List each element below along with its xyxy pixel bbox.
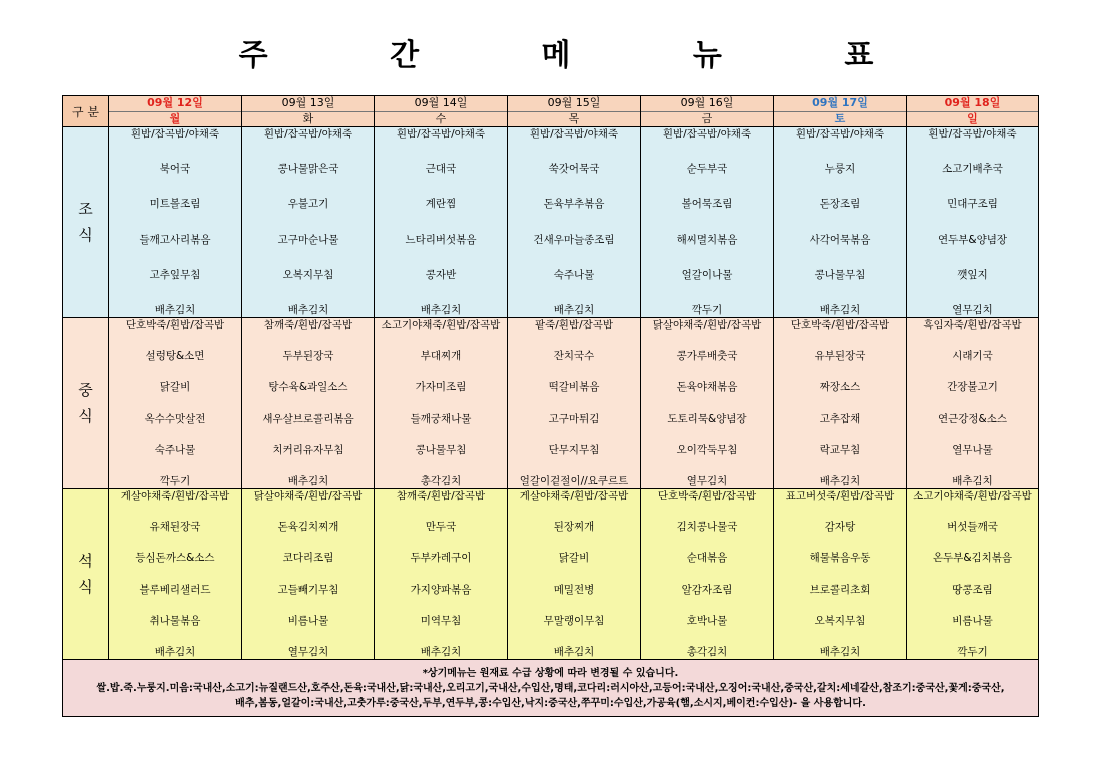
menu-item: 시래기국: [952, 350, 993, 363]
header-row: [63, 96, 1039, 127]
menu-cell: [508, 318, 641, 489]
menu-item: 김치콩나물국: [676, 521, 738, 534]
menu-item: 배추김치: [553, 303, 595, 316]
menu-item: 얼갈이나물: [681, 268, 733, 281]
menu-item: 오복지무침: [282, 268, 334, 281]
menu-item: 취나물볶음: [149, 614, 201, 627]
menu-item: 버섯들깨국: [947, 521, 998, 534]
menu-cell: [242, 127, 375, 318]
menu-item: 락교무침: [819, 443, 861, 456]
day-header: [641, 96, 774, 127]
menu-item: 비름나물: [287, 614, 329, 627]
menu-item: 깍두기: [691, 303, 723, 316]
menu-item: 우불고기: [287, 198, 329, 211]
dinner-label: [63, 489, 109, 660]
menu-item: 배추김치: [553, 645, 595, 658]
weekly-menu-table: [62, 95, 1039, 717]
menu-item: 누룽지: [824, 163, 856, 176]
menu-item: 감자탕: [824, 521, 856, 534]
lunch-label: [63, 318, 109, 489]
menu-item: 배추김치: [819, 303, 861, 316]
menu-item: 단호박죽/흰밥/잡곡밥: [790, 319, 890, 331]
menu-item: 땅콩조림: [952, 583, 993, 596]
menu-item: 배추김치: [819, 474, 861, 487]
section-label-top: 조: [78, 200, 93, 218]
lunch-row: [63, 318, 1039, 489]
menu-item: 계란찜: [425, 198, 457, 211]
menu-cell: [508, 489, 641, 660]
menu-item: 소고기야채죽/흰밥/잡곡밥: [381, 319, 501, 331]
menu-item: 해씨멸치볶음: [676, 233, 738, 246]
menu-item: 잔치국수: [553, 350, 595, 363]
dinner-row: [63, 489, 1039, 660]
menu-item: 연두부&양념장: [937, 233, 1008, 246]
menu-item: 두부된장국: [282, 350, 334, 363]
menu-item: 열무김치: [686, 474, 728, 487]
day-weekday: 일: [967, 112, 978, 125]
menu-cell: [907, 127, 1039, 318]
menu-item: 새우살브로콜리볶음: [262, 412, 354, 425]
footer-row: [63, 660, 1039, 717]
menu-item: 등심돈까스&소스: [135, 552, 215, 565]
menu-item: 배추김치: [287, 303, 329, 316]
menu-item: 브로콜리초회: [809, 583, 871, 596]
menu-item: 단무지무침: [548, 443, 600, 456]
menu-item: 숙주나물: [553, 268, 595, 281]
menu-cell: [109, 318, 242, 489]
day-header: [907, 96, 1039, 127]
day-header: [774, 96, 907, 127]
menu-item: 간장불고기: [947, 381, 998, 394]
menu-item: 두부카레구이: [410, 552, 472, 565]
menu-item: 배추김치: [819, 645, 861, 658]
menu-cell: [375, 127, 508, 318]
breakfast-label: [63, 127, 109, 318]
menu-cell: [641, 127, 774, 318]
menu-item: 오이깍둑무침: [676, 443, 738, 456]
menu-item: 콩가루배춧국: [676, 350, 738, 363]
menu-item: 배추김치: [420, 303, 462, 316]
day-date: 09월 16일: [641, 96, 773, 112]
menu-item: 콩나물무침: [814, 268, 866, 281]
menu-item: 돈장조림: [819, 198, 861, 211]
menu-item: 들깨고사리볶음: [139, 233, 211, 246]
menu-item: 짜장소스: [819, 381, 861, 394]
menu-item: 코다리조림: [282, 552, 334, 565]
menu-item: 깍두기: [159, 474, 191, 487]
menu-item: 북어국: [159, 163, 191, 176]
menu-item: 느타리버섯볶음: [405, 233, 477, 246]
menu-item: 닭살야채죽/흰밥/잡곡밥: [652, 319, 762, 331]
header-label: 구 분: [63, 96, 109, 127]
menu-item: 무말랭이무침: [543, 614, 605, 627]
breakfast-row: [63, 127, 1039, 318]
menu-item: 콩나물무침: [415, 443, 467, 456]
menu-item: 단호박죽/흰밥/잡곡밥: [657, 490, 757, 502]
menu-item: 탕수육&과일소스: [268, 381, 348, 394]
menu-item: 흑임자죽/흰밥/잡곡밥: [923, 319, 1022, 331]
menu-item: 사각어묵볶음: [809, 233, 871, 246]
menu-item: 설렁탕&소면: [145, 350, 205, 363]
menu-item: 고추잎무침: [149, 268, 201, 281]
menu-item: 볼어묵조림: [681, 198, 733, 211]
menu-item: 미트볼조림: [149, 198, 201, 211]
menu-cell: [774, 318, 907, 489]
menu-item: 닭살야채죽/흰밥/잡곡밥: [253, 490, 363, 502]
day-date: 09월 15일: [508, 96, 640, 112]
footer-line-2: 쌀.밥.죽.누룽지.미음:국내산,소고기:뉴질랜드산,호주산,돈육:국내산,닭:국내산,오리고기,국내산,수입산,명태,코다리:러시아산,고등어:국내산,오징어:국내산,중국산,갈치:세네갈산,참조기:중국산,꽃게:중국산,: [96, 682, 1005, 694]
menu-item: 돈육부추볶음: [543, 198, 605, 211]
menu-item: 연근강정&소스: [937, 412, 1008, 425]
menu-item: 흰밥/잡곡밥/야채죽: [529, 128, 619, 140]
menu-item: 흰밥/잡곡밥/야채죽: [263, 128, 353, 140]
menu-item: 돈육김치찌개: [277, 521, 339, 534]
menu-cell: [641, 318, 774, 489]
page-title: 주 간 메 뉴 표: [238, 38, 930, 73]
menu-item: 배추김치: [154, 303, 196, 316]
menu-item: 가지양파볶음: [410, 583, 472, 596]
menu-cell: [508, 127, 641, 318]
menu-item: 비름나물: [952, 614, 993, 627]
menu-item: 팥죽/흰밥/잡곡밥: [534, 319, 614, 331]
menu-item: 소고기야채죽/흰밥/잡곡밥: [913, 490, 1032, 502]
menu-item: 만두국: [425, 521, 457, 534]
day-weekday: 금: [701, 112, 713, 125]
menu-item: 총각김치: [420, 474, 462, 487]
day-date: 09월 17일: [774, 96, 906, 112]
menu-cell: [641, 489, 774, 660]
section-label-bottom: 식: [78, 226, 93, 244]
menu-item: 부대찌개: [420, 350, 462, 363]
menu-item: 고구마순나물: [277, 233, 339, 246]
section-label-bottom: 식: [78, 407, 93, 425]
footer-note: [63, 660, 1039, 717]
menu-item: 건새우마늘종조림: [533, 233, 615, 246]
menu-cell: [109, 489, 242, 660]
menu-item: 고들빼기무침: [277, 583, 339, 596]
menu-item: 닭갈비: [558, 552, 590, 565]
day-header: [109, 96, 242, 127]
menu-item: 숙주나물: [154, 443, 196, 456]
day-date: 09월 18일: [907, 96, 1038, 112]
day-date: 09월 14일: [375, 96, 507, 112]
menu-item: 단호박죽/흰밥/잡곡밥: [125, 319, 225, 331]
menu-item: 얼갈이겉절이//요쿠르트: [519, 474, 629, 487]
menu-item: 참깨죽/흰밥/잡곡밥: [396, 490, 486, 502]
menu-item: 콩자반: [425, 268, 457, 281]
menu-item: 배추김치: [420, 645, 462, 658]
menu-item: 흰밥/잡곡밥/야채죽: [795, 128, 885, 140]
menu-item: 총각김치: [686, 645, 728, 658]
menu-item: 떡갈비볶음: [548, 381, 600, 394]
menu-item: 소고기배추국: [942, 163, 1003, 176]
menu-item: 열무김치: [287, 645, 329, 658]
menu-cell: [375, 318, 508, 489]
menu-cell: [375, 489, 508, 660]
day-header: [242, 96, 375, 127]
menu-item: 근대국: [425, 163, 457, 176]
menu-item: 배추김치: [154, 645, 196, 658]
menu-cell: [242, 318, 375, 489]
day-weekday: 월: [169, 112, 181, 125]
menu-item: 들깨궁채나물: [410, 412, 472, 425]
footer-line-3: 배추,봄동,얼갈이:국내산,고춧가루:중국산,두부,연두부,콩:수입산,낙지:중국산,쭈꾸미:수입산,가공육(햄,소시지,베이컨:수입산)- 을 사용합니다.: [235, 697, 866, 709]
footer-line-1: *상기메뉴는 원재료 수급 상황에 따라 변경될 수 있습니다.: [422, 667, 679, 679]
menu-item: 게살야채죽/흰밥/잡곡밥: [120, 490, 230, 502]
menu-cell: [774, 489, 907, 660]
menu-item: 쑥갓어묵국: [548, 163, 600, 176]
menu-item: 미역무침: [420, 614, 462, 627]
menu-item: 흰밥/잡곡밥/야채죽: [396, 128, 486, 140]
menu-item: 고구마튀김: [548, 412, 600, 425]
menu-item: 순대볶음: [686, 552, 728, 565]
menu-item: 해물볶음우동: [809, 552, 871, 565]
day-header: [508, 96, 641, 127]
menu-item: 흰밥/잡곡밥/야채죽: [662, 128, 752, 140]
section-label-top: 석: [78, 552, 93, 570]
menu-item: 메밀전병: [553, 583, 595, 596]
menu-item: 블루베리샐러드: [139, 583, 211, 596]
menu-item: 돈육야채볶음: [676, 381, 738, 394]
menu-item: 순두부국: [686, 163, 728, 176]
section-label-top: 중: [78, 381, 93, 399]
menu-item: 도토리묵&양념장: [667, 412, 747, 425]
menu-item: 온두부&김치볶음: [932, 552, 1013, 565]
menu-item: 깻잎지: [957, 268, 988, 281]
day-weekday: 토: [834, 112, 846, 125]
day-header: [375, 96, 508, 127]
menu-cell: [242, 489, 375, 660]
menu-item: 가자미조림: [415, 381, 467, 394]
menu-item: 닭갈비: [159, 381, 191, 394]
menu-item: 콩나물맑은국: [277, 163, 339, 176]
menu-item: 민대구조림: [947, 198, 998, 211]
menu-item: 옥수수맛살전: [144, 412, 206, 425]
menu-item: 열무김치: [952, 303, 993, 316]
day-date: 09월 13일: [242, 96, 374, 112]
menu-item: 유채된장국: [149, 521, 201, 534]
menu-item: 흰밥/잡곡밥/야채죽: [130, 128, 220, 140]
menu-item: 호박나물: [686, 614, 728, 627]
menu-item: 게살야채죽/흰밥/잡곡밥: [519, 490, 629, 502]
menu-cell: [774, 127, 907, 318]
menu-item: 치커리유자무침: [272, 443, 344, 456]
menu-item: 된장찌개: [553, 521, 595, 534]
menu-item: 배추김치: [287, 474, 329, 487]
day-weekday: 목: [568, 112, 580, 125]
day-date: 09월 12일: [109, 96, 241, 112]
menu-item: 배추김치: [952, 474, 993, 487]
menu-item: 표고버섯죽/흰밥/잡곡밥: [785, 490, 895, 502]
menu-item: 깍두기: [957, 645, 988, 658]
menu-cell: [907, 318, 1039, 489]
menu-item: 고추잡채: [819, 412, 861, 425]
menu-item: 유부된장국: [814, 350, 866, 363]
menu-item: 오복지무침: [814, 614, 866, 627]
menu-item: 알감자조림: [681, 583, 733, 596]
menu-item: 참깨죽/흰밥/잡곡밥: [263, 319, 353, 331]
menu-cell: [907, 489, 1039, 660]
menu-cell: [109, 127, 242, 318]
menu-item: 흰밥/잡곡밥/야채죽: [928, 128, 1017, 140]
menu-item: 열무나물: [952, 443, 993, 456]
day-weekday: 화: [302, 112, 314, 125]
section-label-bottom: 식: [78, 578, 93, 596]
day-weekday: 수: [435, 112, 447, 125]
